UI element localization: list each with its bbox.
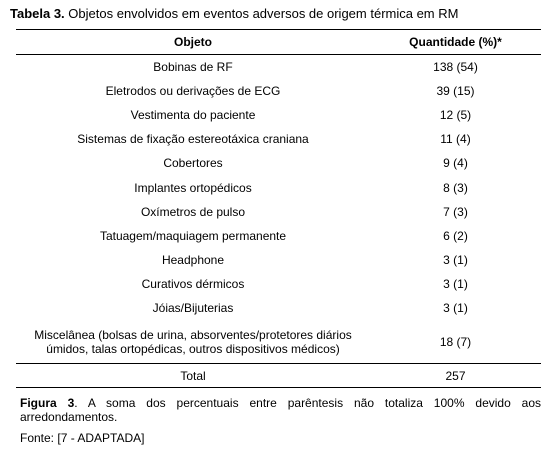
objects-table (16, 29, 541, 388)
row-quantity: 8 (3) (443, 180, 468, 195)
header-quantity: Quantidade (%)* (370, 30, 541, 55)
table-row (16, 103, 541, 127)
row-object: Jóias/Bijuterias (152, 300, 234, 315)
table-title-text: Objetos envolvidos em eventos adversos de origem térmica em RM (64, 6, 459, 21)
row-quantity: 138 (54) (433, 60, 478, 75)
row-object: Eletrodos ou derivações de ECG (105, 84, 281, 99)
row-quantity: 39 (15) (436, 84, 475, 99)
table-row (16, 224, 541, 248)
row-object: Curativos dérmicos (141, 276, 245, 291)
row-quantity: 3 (1) (443, 300, 468, 315)
table-row (16, 248, 541, 272)
row-quantity: 7 (3) (443, 204, 468, 219)
table-row (16, 127, 541, 151)
row-quantity: 11 (4) (440, 132, 471, 147)
row-quantity: 3 (1) (443, 252, 468, 267)
row-quantity: 6 (2) (443, 228, 468, 243)
table-row (16, 55, 541, 80)
table-header-row (16, 30, 541, 55)
table-row (16, 200, 541, 224)
row-quantity: 9 (4) (443, 156, 468, 171)
total-quantity: 257 (370, 364, 541, 388)
table-row (16, 175, 541, 199)
figure-caption-text: . A soma dos percentuais entre parêntesis não totaliza 100% devido aos arredondamentos. (20, 396, 542, 424)
table-row (16, 79, 541, 103)
table-title-label: Tabela 3. (10, 6, 65, 21)
row-object: Vestimenta do paciente (130, 108, 256, 123)
figure-caption (20, 396, 541, 424)
row-object: Implantes ortopédicos (134, 180, 252, 195)
source-note: Fonte: [7 - ADAPTADA] (20, 431, 145, 445)
table-row (16, 151, 541, 175)
header-object: Objeto (16, 30, 370, 55)
table-row (16, 296, 541, 320)
row-quantity: 3 (1) (443, 276, 468, 291)
table-total-row (16, 364, 541, 388)
row-object: Tatuagem/maquiagem permanente (99, 228, 287, 243)
total-label: Total (16, 364, 370, 388)
table-title (10, 6, 458, 21)
figure-caption-label: Figura 3 (20, 396, 75, 410)
row-object: Sistemas de fixação estereotáxica craniana (77, 132, 309, 147)
row-object: Miscelânea (bolsas de urina, absorventes/protetores diários úmidos, talas ortopédicas, outros dispositivos médicos) (34, 327, 352, 356)
row-object: Cobertores (163, 156, 223, 171)
row-object: Headphone (161, 252, 225, 267)
table-row (16, 272, 541, 296)
table-row (16, 320, 541, 364)
row-object: Bobinas de RF (153, 60, 233, 75)
row-object: Oxímetros de pulso (140, 204, 246, 219)
row-quantity: 18 (7) (439, 334, 472, 349)
row-quantity: 12 (5) (439, 108, 472, 123)
